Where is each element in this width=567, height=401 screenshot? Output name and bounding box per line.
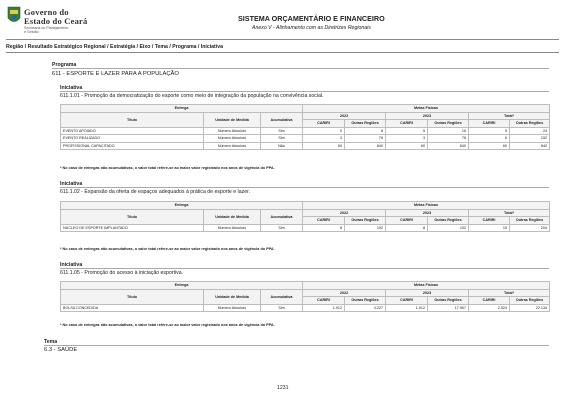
cell-value: 3 bbox=[303, 135, 345, 143]
header-outras: Outras Regiões bbox=[345, 120, 386, 128]
header-cariri: CARIRI bbox=[469, 297, 510, 305]
entregas-table bbox=[60, 281, 550, 312]
cell-unidade: Número Absoluto bbox=[204, 142, 261, 150]
iniciativa-value: 611.1.05 - Promoção do acesso à iniciação esportiva. bbox=[60, 270, 184, 276]
cell-value: 102 bbox=[428, 224, 469, 232]
logo-line-secretaria: Secretaria do Planejamento e Gestão bbox=[24, 26, 69, 35]
header-2023: 2023 bbox=[386, 112, 469, 120]
header-total: Total* bbox=[469, 209, 550, 217]
cell-value: 840 bbox=[510, 142, 550, 150]
cell-unidade: Número Absoluto bbox=[204, 127, 261, 135]
table-row bbox=[61, 304, 550, 312]
tema-label: Tema bbox=[44, 339, 58, 345]
cell-unidade: Número Absoluto bbox=[204, 135, 261, 143]
cell-titulo: BOLSA CONCEDIDA bbox=[61, 304, 204, 312]
header-metas-fisicas: Metas Físicas bbox=[303, 105, 550, 113]
programa-rule bbox=[52, 68, 549, 69]
cell-titulo: EVENTO APOIADO bbox=[61, 127, 204, 135]
cell-value: 8 bbox=[386, 224, 428, 232]
header-cariri: CARIRI bbox=[303, 217, 345, 225]
cell-acumulativa: Sim bbox=[261, 127, 303, 135]
header-metas-fisicas: Metas Físicas bbox=[303, 282, 550, 290]
cell-value: 6 bbox=[469, 135, 510, 143]
cell-value: 1.012 bbox=[303, 304, 345, 312]
cell-titulo: EVENTO REALIZADO bbox=[61, 135, 204, 143]
header-unidade: Unidade de Medida bbox=[204, 112, 261, 127]
table-footnote: * No caso de entregas não acumulativas, o valor total refere-se ao maior valor registrado nos anos de vigência do PPA. bbox=[60, 323, 275, 327]
cell-value: 204 bbox=[510, 224, 550, 232]
breadcrumb-divider bbox=[6, 52, 559, 53]
breadcrumb: Região / Resultado Estratégico Regional / Estratégia / Eixo / Tema / Programa / Iniciativa bbox=[6, 44, 223, 50]
cell-value: 76 bbox=[345, 135, 386, 143]
header-outras: Outras Regiões bbox=[428, 120, 469, 128]
cell-acumulativa: Sim bbox=[261, 224, 303, 232]
header-outras: Outras Regiões bbox=[345, 217, 386, 225]
iniciativa-label: Iniciativa bbox=[60, 85, 83, 91]
cell-value: 840 bbox=[428, 142, 469, 150]
iniciativa-value: 611.1.02 - Expansão da oferta de espaços adequados à prática de esporte e lazer. bbox=[60, 189, 250, 195]
table-footnote: * No caso de entregas não acumulativas, o valor total refere-se ao maior valor registrado nos anos de vigência do PPA. bbox=[60, 166, 275, 170]
state-crest-icon bbox=[7, 6, 21, 26]
cell-value: 102 bbox=[345, 224, 386, 232]
cell-unidade: Número Absoluto bbox=[204, 304, 261, 312]
cell-acumulativa: Sim bbox=[261, 135, 303, 143]
header-cariri: CARIRI bbox=[386, 297, 428, 305]
header-acumulativa: Acumulativa bbox=[261, 112, 303, 127]
header-2023: 2023 bbox=[386, 209, 469, 217]
header-cariri: CARIRI bbox=[303, 297, 345, 305]
iniciativa-value: 611.1.01 - Promoção da democratização do esporte como meio de integração da população na convivência social. bbox=[60, 93, 324, 99]
table-row bbox=[61, 142, 550, 150]
cell-titulo: NÚCLEO DE ESPORTE IMPLANTADO bbox=[61, 224, 204, 232]
header-cariri: CARIRI bbox=[469, 217, 510, 225]
header-metas-fisicas: Metas Físicas bbox=[303, 202, 550, 210]
tema-rule bbox=[44, 345, 549, 346]
cell-acumulativa: Sim bbox=[261, 304, 303, 312]
header-titulo: Título bbox=[61, 289, 204, 304]
header-cariri: CARIRI bbox=[303, 120, 345, 128]
cell-value: 840 bbox=[345, 142, 386, 150]
cell-value: 60 bbox=[386, 142, 428, 150]
header-entrega: Entrega bbox=[61, 202, 303, 210]
logo-line-estado: Estado do Ceará bbox=[24, 16, 88, 26]
cell-value: 5 bbox=[469, 127, 510, 135]
header-unidade: Unidade de Medida bbox=[204, 289, 261, 304]
cell-value: 8 bbox=[345, 127, 386, 135]
page-subtitle: Anexo V - Alinhamento com as Diretrizes Regionais bbox=[252, 25, 371, 31]
header-entrega: Entrega bbox=[61, 282, 303, 290]
programa-value: 611 - ESPORTE E LAZER PARA A POPULAÇÃO bbox=[52, 71, 179, 77]
cell-value: 152 bbox=[510, 135, 550, 143]
header-cariri: CARIRI bbox=[386, 217, 428, 225]
tema-value: 6.3 - SAÚDE bbox=[44, 347, 78, 353]
header-titulo: Título bbox=[61, 112, 204, 127]
header-2022: 2022 bbox=[303, 112, 386, 120]
state-logo bbox=[7, 5, 88, 37]
header-2023: 2023 bbox=[386, 289, 469, 297]
cell-titulo: PROFISSIONAL CAPACITADO bbox=[61, 142, 204, 150]
entregas-table bbox=[60, 201, 550, 232]
header-cariri: CARIRI bbox=[469, 120, 510, 128]
header-titulo: Título bbox=[61, 209, 204, 224]
header-outras: Outras Regiões bbox=[428, 217, 469, 225]
programa-label: Programa bbox=[52, 62, 77, 68]
iniciativa-rule bbox=[60, 187, 549, 188]
cell-value: 5 bbox=[386, 127, 428, 135]
iniciativa-rule bbox=[60, 91, 549, 92]
table-row bbox=[61, 135, 550, 143]
header-outras: Outras Regiões bbox=[510, 297, 550, 305]
header-2022: 2022 bbox=[303, 209, 386, 217]
entregas-table bbox=[60, 104, 550, 150]
table-footnote: * No caso de entregas não acumulativas, o valor total refere-se ao maior valor registrado nos anos de vigência do PPA. bbox=[60, 247, 275, 251]
header-acumulativa: Acumulativa bbox=[261, 209, 303, 224]
page-number: 1231 bbox=[277, 385, 289, 391]
header-outras: Outras Regiões bbox=[510, 217, 550, 225]
cell-value: 16 bbox=[428, 127, 469, 135]
header-2022: 2022 bbox=[303, 289, 386, 297]
cell-value: 60 bbox=[303, 142, 345, 150]
cell-value: 17.907 bbox=[428, 304, 469, 312]
cell-value: 16 bbox=[469, 224, 510, 232]
cell-value: 0 bbox=[303, 127, 345, 135]
iniciativa-label: Iniciativa bbox=[60, 181, 83, 187]
iniciativa-rule bbox=[60, 268, 549, 269]
header-unidade: Unidade de Medida bbox=[204, 209, 261, 224]
cell-value: 3 bbox=[386, 135, 428, 143]
header-outras: Outras Regiões bbox=[510, 120, 550, 128]
header-cariri: CARIRI bbox=[386, 120, 428, 128]
cell-value: 1.012 bbox=[386, 304, 428, 312]
cell-value: 22.134 bbox=[510, 304, 550, 312]
cell-value: 24 bbox=[510, 127, 550, 135]
iniciativa-label: Iniciativa bbox=[60, 262, 83, 268]
cell-value: 60 bbox=[469, 142, 510, 150]
header-total: Total* bbox=[469, 112, 550, 120]
header-outras: Outras Regiões bbox=[428, 297, 469, 305]
cell-acumulativa: Não bbox=[261, 142, 303, 150]
table-row bbox=[61, 127, 550, 135]
cell-value: 4.227 bbox=[345, 304, 386, 312]
header-total: Total* bbox=[469, 289, 550, 297]
cell-unidade: Número Absoluto bbox=[204, 224, 261, 232]
header-divider bbox=[6, 39, 559, 40]
cell-value: 8 bbox=[303, 224, 345, 232]
header-outras: Outras Regiões bbox=[345, 297, 386, 305]
header-entrega: Entrega bbox=[61, 105, 303, 113]
page-title: SISTEMA ORÇAMENTÁRIO E FINANCEIRO bbox=[238, 14, 385, 23]
header-acumulativa: Acumulativa bbox=[261, 289, 303, 304]
logo-line-governo: Governo do bbox=[24, 7, 69, 17]
table-row bbox=[61, 224, 550, 232]
cell-value: 76 bbox=[428, 135, 469, 143]
cell-value: 2.024 bbox=[469, 304, 510, 312]
